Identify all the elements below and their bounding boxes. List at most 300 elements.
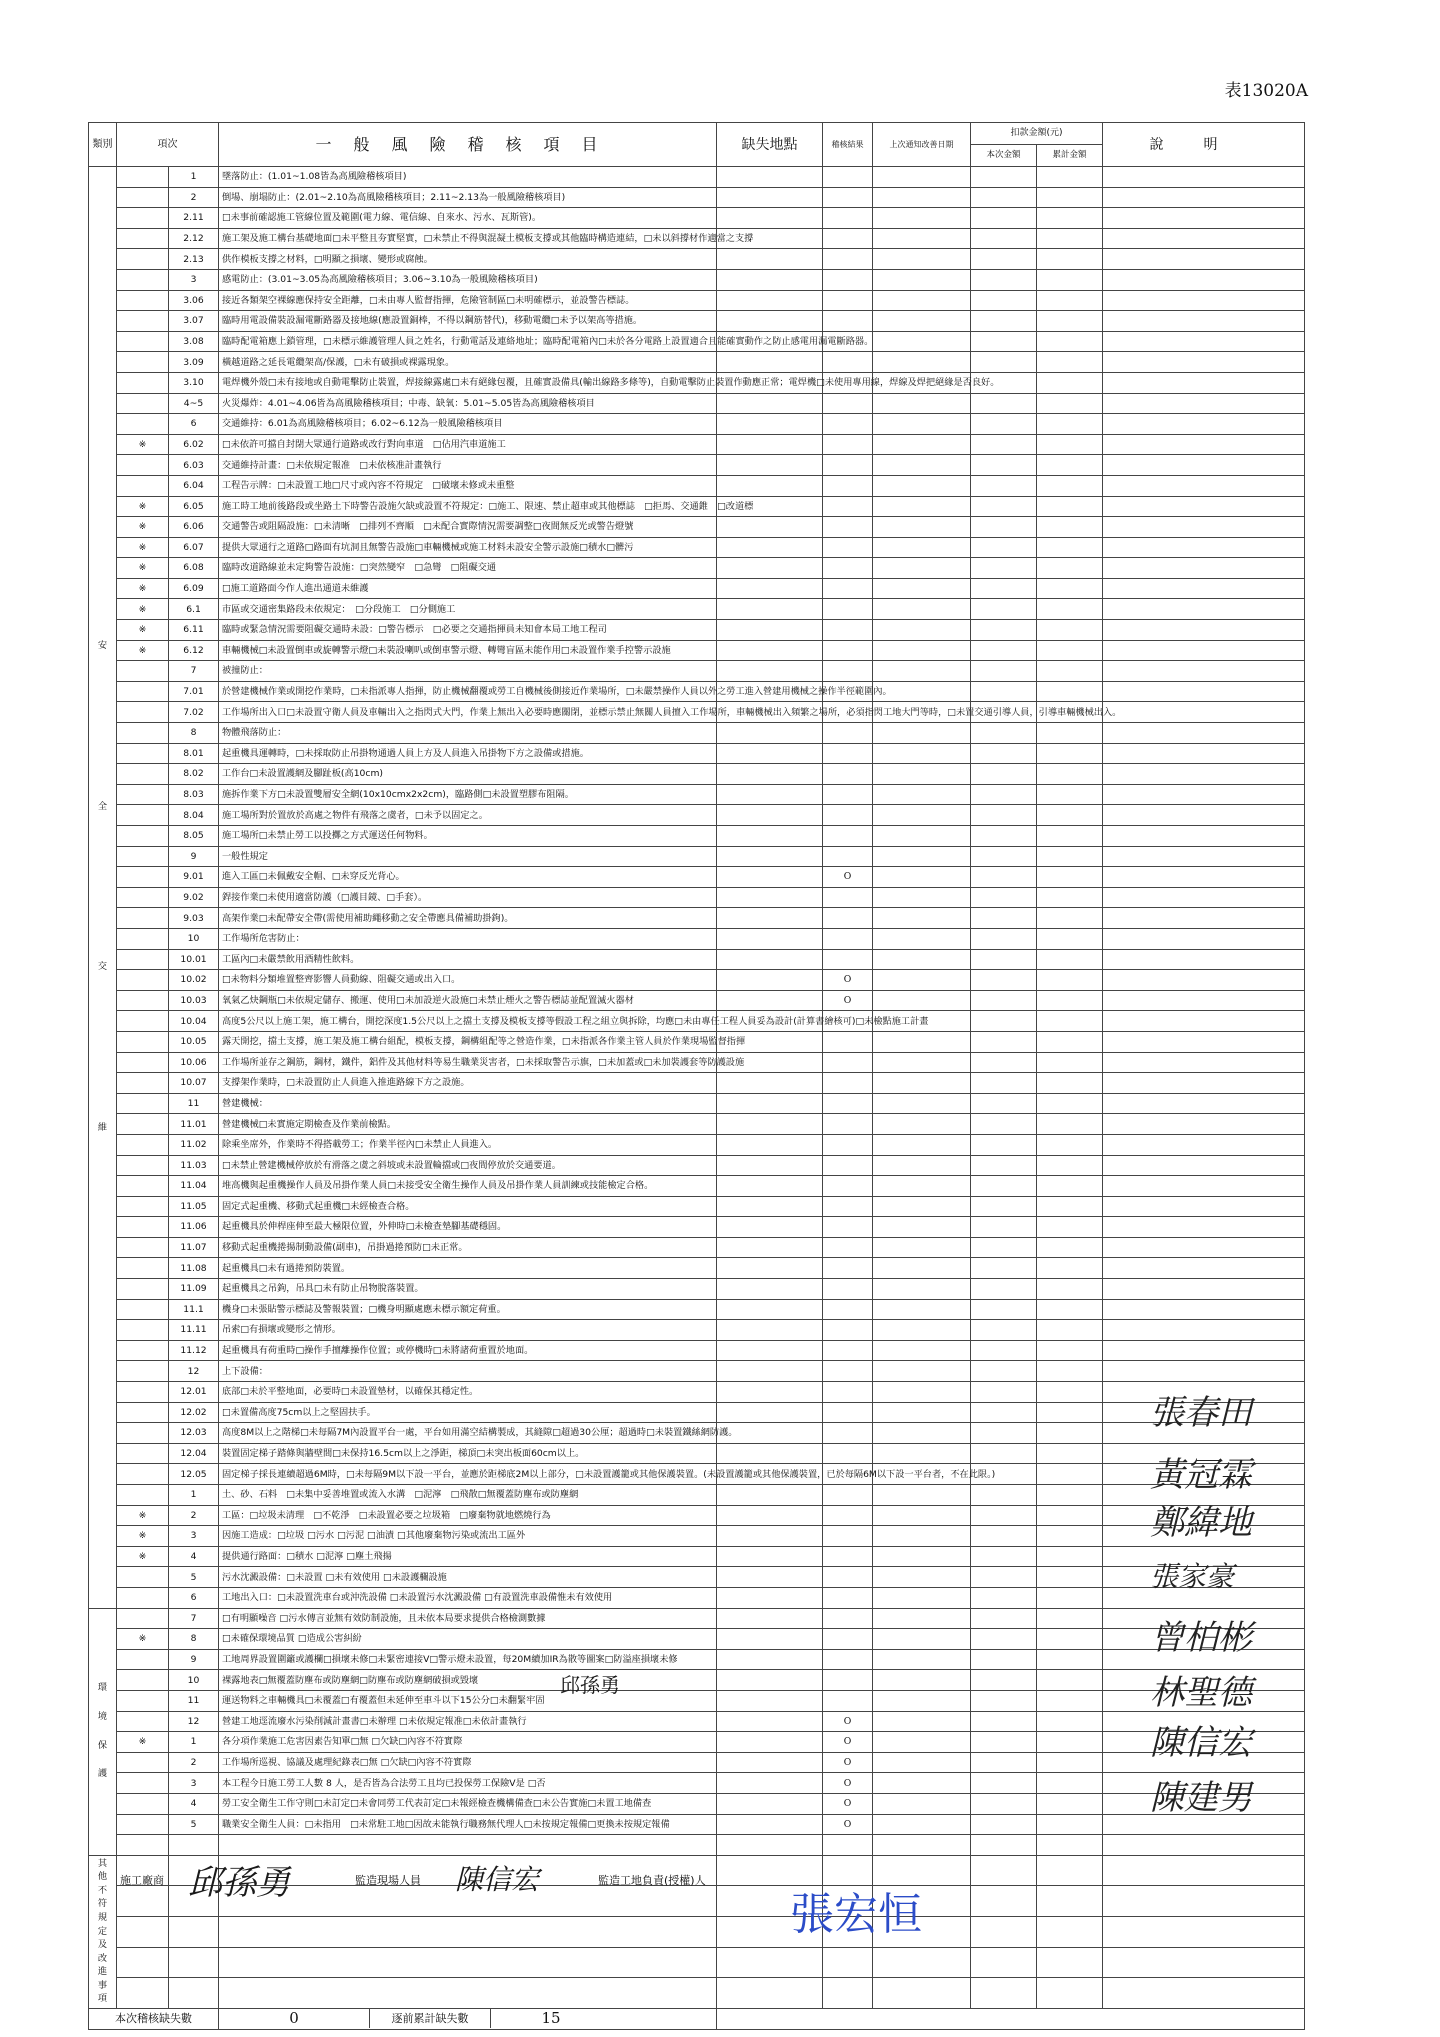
row-this-amount <box>971 475 1037 496</box>
row-remarks <box>1103 1155 1305 1176</box>
row-mark <box>117 908 169 929</box>
header-this-amount: 本次金額 <box>971 145 1037 167</box>
row-audit-result <box>823 826 873 847</box>
row-remarks <box>1103 784 1305 805</box>
row-this-amount <box>971 455 1037 476</box>
row-item-text: 堆高機與起重機操作人員及吊掛作業人員□未接受安全衛生操作人員及吊掛作業人員訓練或技能檢定合格。 <box>219 1176 717 1197</box>
row-item-text: 移動式起重機捲揚制動設備(副車)，吊掛過捲預防□未正常。 <box>219 1237 717 1258</box>
table-row <box>89 1793 1305 1814</box>
row-total-amount <box>1037 1793 1103 1814</box>
row-item-text: 接近各類架空裸線應保持安全距離，□未由專人監督指揮，危險管制區□未明確標示，並設警告標誌。 <box>219 290 717 311</box>
row-item-text: 工地出入口：□未設置洗車台或沖洗設備 □未設置污水沈澱設備 □有設置洗車設備惟未有效使用 <box>219 1587 717 1608</box>
row-last-notice <box>873 928 971 949</box>
row-this-amount <box>971 949 1037 970</box>
row-this-amount <box>971 1258 1037 1279</box>
table-row <box>89 1947 1305 1978</box>
row-total-amount <box>1037 1649 1103 1670</box>
row-mark <box>117 1814 169 1835</box>
row-total-amount <box>1037 1114 1103 1135</box>
row-location <box>717 1567 823 1588</box>
row-mark <box>117 784 169 805</box>
table-row <box>89 578 1305 599</box>
row-last-notice <box>873 537 971 558</box>
row-mark <box>117 1258 169 1279</box>
row-last-notice <box>873 269 971 290</box>
row-mark <box>117 1237 169 1258</box>
row-code <box>169 1917 219 1948</box>
row-location <box>717 578 823 599</box>
row-mark <box>117 290 169 311</box>
row-total-amount <box>1037 1464 1103 1485</box>
row-mark <box>117 1382 169 1403</box>
row-code: 10 <box>169 928 219 949</box>
row-mark: ※ <box>117 578 169 599</box>
row-mark <box>117 1361 169 1382</box>
row-this-amount <box>971 1814 1037 1835</box>
row-audit-result <box>823 1279 873 1300</box>
row-item-text: 臨時用電設備裝設漏電斷路器及接地線(應設置銅棒，不得以鋼筋替代)，移動電纜□未予以架高等措施。 <box>219 311 717 332</box>
row-mark <box>117 1670 169 1691</box>
row-item-text: 施拆作業下方□未設置雙層安全網(10x10cmx2x2cm)，臨路側□未設置塑膠布阻隔。 <box>219 784 717 805</box>
row-mark <box>117 846 169 867</box>
row-total-amount <box>1037 496 1103 517</box>
row-location <box>717 1196 823 1217</box>
table-row <box>89 1093 1305 1114</box>
row-mark: ※ <box>117 620 169 641</box>
row-location <box>717 1382 823 1403</box>
row-audit-result <box>823 1423 873 1444</box>
row-code: 11.08 <box>169 1258 219 1279</box>
table-row <box>89 167 1305 188</box>
row-this-amount <box>971 1485 1037 1506</box>
row-last-notice <box>873 1052 971 1073</box>
row-code: 8.02 <box>169 764 219 785</box>
row-location <box>717 990 823 1011</box>
row-this-amount <box>971 990 1037 1011</box>
row-total-amount <box>1037 1217 1103 1238</box>
row-mark <box>117 1947 169 1978</box>
category-char: 其 <box>97 1857 108 1869</box>
row-location <box>717 764 823 785</box>
row-last-notice <box>873 949 971 970</box>
table-row <box>89 208 1305 229</box>
category-char: 項 <box>97 1993 108 2005</box>
row-code: 6.11 <box>169 620 219 641</box>
row-audit-result <box>823 661 873 682</box>
row-item-text <box>219 1835 717 1856</box>
row-audit-result <box>823 1361 873 1382</box>
row-remarks <box>1103 764 1305 785</box>
row-item-text: 土、砂、石料 □未集中妥善堆置或流入水溝 □泥濘 □飛散□無覆蓋防塵布或防塵網 <box>219 1485 717 1506</box>
row-location <box>717 1485 823 1506</box>
row-mark <box>117 990 169 1011</box>
row-item-text: 墜落防止：(1.01~1.08皆為高風險稽核項目) <box>219 167 717 188</box>
row-this-amount <box>971 1546 1037 1567</box>
row-code: 3 <box>169 1526 219 1547</box>
row-this-amount <box>971 1505 1037 1526</box>
row-item-text: □未置備高度75cm以上之堅固扶手。 <box>219 1402 717 1423</box>
table-row <box>89 1114 1305 1135</box>
table-row <box>89 805 1305 826</box>
row-code: 11.12 <box>169 1340 219 1361</box>
table-row <box>89 620 1305 641</box>
row-code: 9.03 <box>169 908 219 929</box>
table-row <box>89 455 1305 476</box>
row-total-amount <box>1037 784 1103 805</box>
row-mark: ※ <box>117 1629 169 1650</box>
row-location <box>717 1217 823 1238</box>
row-total-amount <box>1037 269 1103 290</box>
category-char: 護 <box>97 1768 108 1780</box>
row-remarks <box>1103 475 1305 496</box>
row-audit-result <box>823 1155 873 1176</box>
row-item-text: 工區內□未嚴禁飲用酒精性飲料。 <box>219 949 717 970</box>
row-location <box>717 1793 823 1814</box>
row-total-amount <box>1037 558 1103 579</box>
row-location <box>717 887 823 908</box>
form-number: 表13020A <box>1224 81 1308 101</box>
table-row <box>89 661 1305 682</box>
row-mark: ※ <box>117 1732 169 1753</box>
row-audit-result <box>823 784 873 805</box>
row-this-amount <box>971 1423 1037 1444</box>
row-code: 6.08 <box>169 558 219 579</box>
row-total-amount <box>1037 620 1103 641</box>
table-row <box>89 1237 1305 1258</box>
row-mark <box>117 1299 169 1320</box>
row-audit-result <box>823 805 873 826</box>
table-row <box>89 1340 1305 1361</box>
row-remarks <box>1103 805 1305 826</box>
row-last-notice <box>873 846 971 867</box>
row-audit-result <box>823 764 873 785</box>
row-mark <box>117 228 169 249</box>
table-row <box>89 1978 1305 2009</box>
row-code: 11.11 <box>169 1320 219 1341</box>
row-last-notice <box>873 311 971 332</box>
row-code: 10 <box>169 1670 219 1691</box>
row-item-text: 臨時配電箱應上鎖管理，□未標示維護管理人員之姓名，行動電話及連絡地址；臨時配電箱內□未於各分電路上設置適合且能確實動作之防止感電用漏電斷路器。 <box>219 331 717 352</box>
row-code: 5 <box>169 1567 219 1588</box>
row-total-amount <box>1037 414 1103 435</box>
row-item-text: 火災爆炸：4.01~4.06皆為高風險稽核項目；中毒、缺氧：5.01~5.05皆為高風險稽核項目 <box>219 393 717 414</box>
row-audit-result: O <box>823 970 873 991</box>
row-last-notice <box>873 1629 971 1650</box>
remark-signature: 張家豪 <box>1150 1560 1235 1593</box>
row-total-amount <box>1037 970 1103 991</box>
table-row <box>89 784 1305 805</box>
row-last-notice <box>873 661 971 682</box>
row-remarks <box>1103 414 1305 435</box>
header-location: 缺失地點 <box>717 123 823 167</box>
row-code: 7 <box>169 661 219 682</box>
row-remarks <box>1103 208 1305 229</box>
row-total-amount <box>1037 908 1103 929</box>
row-audit-result <box>823 496 873 517</box>
row-mark <box>117 269 169 290</box>
row-location <box>717 599 823 620</box>
row-total-amount <box>1037 1073 1103 1094</box>
manager-label: 監造工地負責(授權)人 <box>598 1874 706 1887</box>
row-code: 8.03 <box>169 784 219 805</box>
table-row <box>89 1382 1305 1403</box>
row-code: 6.09 <box>169 578 219 599</box>
row-total-amount <box>1037 867 1103 888</box>
row-last-notice <box>873 1649 971 1670</box>
table-row <box>89 1443 1305 1464</box>
row-audit-result <box>823 1114 873 1135</box>
row-item-text: 交通維持：6.01為高風險稽核項目；6.02~6.12為一般風險稽核項目 <box>219 414 717 435</box>
row-code: 6 <box>169 414 219 435</box>
row-remarks <box>1103 702 1305 723</box>
row-remarks <box>1103 1855 1305 1886</box>
row-location <box>717 1443 823 1464</box>
row-mark <box>117 723 169 744</box>
row-mark <box>117 311 169 332</box>
row-code: 2.12 <box>169 228 219 249</box>
row-last-notice <box>873 908 971 929</box>
category-char: 環 <box>97 1682 108 1694</box>
row-code: 11.01 <box>169 1114 219 1135</box>
header-remarks: 說明 <box>1103 123 1305 167</box>
row-location <box>717 434 823 455</box>
row-last-notice <box>873 1237 971 1258</box>
row-mark <box>117 1093 169 1114</box>
row-code: 11.06 <box>169 1217 219 1238</box>
row-mark <box>117 1011 169 1032</box>
table-row <box>89 1732 1305 1753</box>
category-char: 定 <box>97 1925 108 1937</box>
row-this-amount <box>971 1608 1037 1629</box>
row-code: 11.07 <box>169 1237 219 1258</box>
row-code: 10.02 <box>169 970 219 991</box>
row-location <box>717 1732 823 1753</box>
row-this-amount <box>971 558 1037 579</box>
row-location <box>717 1608 823 1629</box>
category-char: 維 <box>97 1121 108 1133</box>
row-this-amount <box>971 661 1037 682</box>
row-mark <box>117 1485 169 1506</box>
row-this-amount <box>971 1361 1037 1382</box>
row-remarks <box>1103 949 1305 970</box>
row-mark <box>117 681 169 702</box>
row-item-text: 起重機具於伸桿座伸至最大極限位置，外伸時□未檢查墊腳基礎穩固。 <box>219 1217 717 1238</box>
table-row <box>89 826 1305 847</box>
row-item-text: 本工程今日施工勞工人數 8 人，是否皆為合法勞工且均已投保勞工保險V是 □否 <box>219 1773 717 1794</box>
row-remarks <box>1103 269 1305 290</box>
row-location <box>717 1947 823 1978</box>
remark-signature: 張春田 <box>1150 1393 1252 1433</box>
row-remarks <box>1103 1361 1305 1382</box>
row-code: 10.01 <box>169 949 219 970</box>
row-mark <box>117 1835 169 1856</box>
row-last-notice <box>873 1361 971 1382</box>
row-total-amount <box>1037 805 1103 826</box>
row-code: 9.01 <box>169 867 219 888</box>
row-mark <box>117 887 169 908</box>
row-audit-result <box>823 290 873 311</box>
row-remarks <box>1103 1340 1305 1361</box>
row-total-amount <box>1037 208 1103 229</box>
table-row <box>89 1546 1305 1567</box>
row-location <box>717 1093 823 1114</box>
row-last-notice <box>873 558 971 579</box>
row-last-notice <box>873 1587 971 1608</box>
row-total-amount <box>1037 1423 1103 1444</box>
row-location <box>717 867 823 888</box>
row-mark <box>117 1587 169 1608</box>
row-remarks <box>1103 393 1305 414</box>
row-this-amount <box>971 928 1037 949</box>
row-this-amount <box>971 1134 1037 1155</box>
row-code: 1 <box>169 167 219 188</box>
row-item-text: 施工時工地前後路段或坐路土下時警告設施欠缺或設置不符規定：□施工、限速、禁止超車或其他標誌 □拒馬、交通錐 □改道標 <box>219 496 717 517</box>
row-item-text: 施工架及施工構台基礎地面□未平整且夯實堅實，□未禁止不得與混凝土模板支撐或其他臨時構造連結，□未以斜撐材作適當之支撐 <box>219 228 717 249</box>
row-remarks <box>1103 558 1305 579</box>
row-total-amount <box>1037 1814 1103 1835</box>
row-remarks <box>1103 517 1305 538</box>
row-code: 2.13 <box>169 249 219 270</box>
row-mark <box>117 352 169 373</box>
row-item-text: 吊索□有損壞或變形之情形。 <box>219 1320 717 1341</box>
row-mark <box>117 372 169 393</box>
row-code: 11.03 <box>169 1155 219 1176</box>
row-code: 6.12 <box>169 640 219 661</box>
row-remarks <box>1103 743 1305 764</box>
table-row <box>89 269 1305 290</box>
row-audit-result <box>823 846 873 867</box>
row-this-amount <box>971 599 1037 620</box>
row-audit-result: O <box>823 1814 873 1835</box>
contractor-label: 施工廠商 <box>120 1874 164 1887</box>
row-mark <box>117 455 169 476</box>
row-item-text: 市區或交通密集路段未依規定： □分段施工 □分側施工 <box>219 599 717 620</box>
remark-signature: 黃冠霖 <box>1150 1455 1252 1495</box>
table-row <box>89 1752 1305 1773</box>
row-item-text: 提供通行路面：□積水 □泥濘 □塵土飛揚 <box>219 1546 717 1567</box>
row-total-amount <box>1037 661 1103 682</box>
row-total-amount <box>1037 1526 1103 1547</box>
row-total-amount <box>1037 475 1103 496</box>
row-audit-result <box>823 723 873 744</box>
row-last-notice <box>873 1155 971 1176</box>
row-item-text <box>219 1947 717 1978</box>
row-last-notice <box>873 1114 971 1135</box>
row-audit-result <box>823 1320 873 1341</box>
row-last-notice <box>873 414 971 435</box>
category-char: 保 <box>97 1739 108 1751</box>
row-remarks <box>1103 599 1305 620</box>
row-audit-result: O <box>823 1711 873 1732</box>
table-row <box>89 1526 1305 1547</box>
row-mark: ※ <box>117 434 169 455</box>
row-this-amount <box>971 1073 1037 1094</box>
row-code: 11.04 <box>169 1176 219 1197</box>
row-this-amount <box>971 1835 1037 1856</box>
row-item-text: 因施工造成：□垃圾 □污水 □污泥 □油漬 □其他廢棄物污染或流出工區外 <box>219 1526 717 1547</box>
row-item-text: 提供大眾通行之道路□路面有坑洞且無警告設施□車輛機械或施工材料未設安全警示設施□積水□髒污 <box>219 537 717 558</box>
row-audit-result <box>823 558 873 579</box>
row-location <box>717 1155 823 1176</box>
row-audit-result <box>823 928 873 949</box>
table-row <box>89 1196 1305 1217</box>
row-audit-result <box>823 1567 873 1588</box>
row-total-amount <box>1037 517 1103 538</box>
row-this-amount <box>971 1773 1037 1794</box>
header-deduction: 扣款金額(元) <box>971 123 1103 145</box>
row-location <box>717 475 823 496</box>
row-location <box>717 723 823 744</box>
row-item-text: 起重機具之吊鉤，吊具□未有防止吊物脫落裝置。 <box>219 1279 717 1300</box>
row-item-text: 高架作業□未配帶安全帶(需使用補助繩移動之安全帶應具備補助掛鉤)。 <box>219 908 717 929</box>
row-last-notice <box>873 1402 971 1423</box>
row-code <box>169 1947 219 1978</box>
table-row <box>89 1814 1305 1835</box>
row-remarks <box>1103 434 1305 455</box>
table-row <box>89 928 1305 949</box>
row-item-text: 上下設備： <box>219 1361 717 1382</box>
row-remarks <box>1103 331 1305 352</box>
row-total-amount <box>1037 1886 1103 1917</box>
row-last-notice <box>873 475 971 496</box>
row-audit-result <box>823 1382 873 1403</box>
supervisor-signature: 陳信宏 <box>455 1863 540 1896</box>
header-audit-result: 稽核結果 <box>823 123 873 167</box>
row-remarks <box>1103 640 1305 661</box>
row-total-amount <box>1037 723 1103 744</box>
row-total-amount <box>1037 1546 1103 1567</box>
row-this-amount <box>971 1340 1037 1361</box>
row-mark: ※ <box>117 599 169 620</box>
header-title: 一般風險稽核項目 <box>219 123 717 167</box>
row-total-amount <box>1037 1608 1103 1629</box>
row-mark <box>117 743 169 764</box>
row-mark <box>117 1793 169 1814</box>
row-audit-result <box>823 1176 873 1197</box>
row-last-notice <box>873 723 971 744</box>
row-last-notice <box>873 867 971 888</box>
row-location <box>717 949 823 970</box>
row-this-amount <box>971 846 1037 867</box>
row-this-amount <box>971 1176 1037 1197</box>
row-code: 11.09 <box>169 1279 219 1300</box>
row-last-notice <box>873 1978 971 2009</box>
category-char: 安 <box>97 640 108 652</box>
row-code: 11 <box>169 1690 219 1711</box>
row-this-amount <box>971 1196 1037 1217</box>
row-location <box>717 1690 823 1711</box>
row-code: 12.04 <box>169 1443 219 1464</box>
row-location <box>717 455 823 476</box>
row-this-amount <box>971 1732 1037 1753</box>
row-total-amount <box>1037 1134 1103 1155</box>
row-last-notice <box>873 1423 971 1444</box>
row-mark <box>117 1320 169 1341</box>
row-location <box>717 661 823 682</box>
row-remarks <box>1103 1134 1305 1155</box>
row-this-amount <box>971 228 1037 249</box>
row-last-notice <box>873 1320 971 1341</box>
row-audit-result <box>823 414 873 435</box>
row-code: 6.07 <box>169 537 219 558</box>
row-last-notice <box>873 1505 971 1526</box>
row-audit-result <box>823 208 873 229</box>
row-mark: ※ <box>117 640 169 661</box>
row-this-amount <box>971 1114 1037 1135</box>
row-audit-result <box>823 743 873 764</box>
row-remarks <box>1103 578 1305 599</box>
row-last-notice <box>873 1258 971 1279</box>
